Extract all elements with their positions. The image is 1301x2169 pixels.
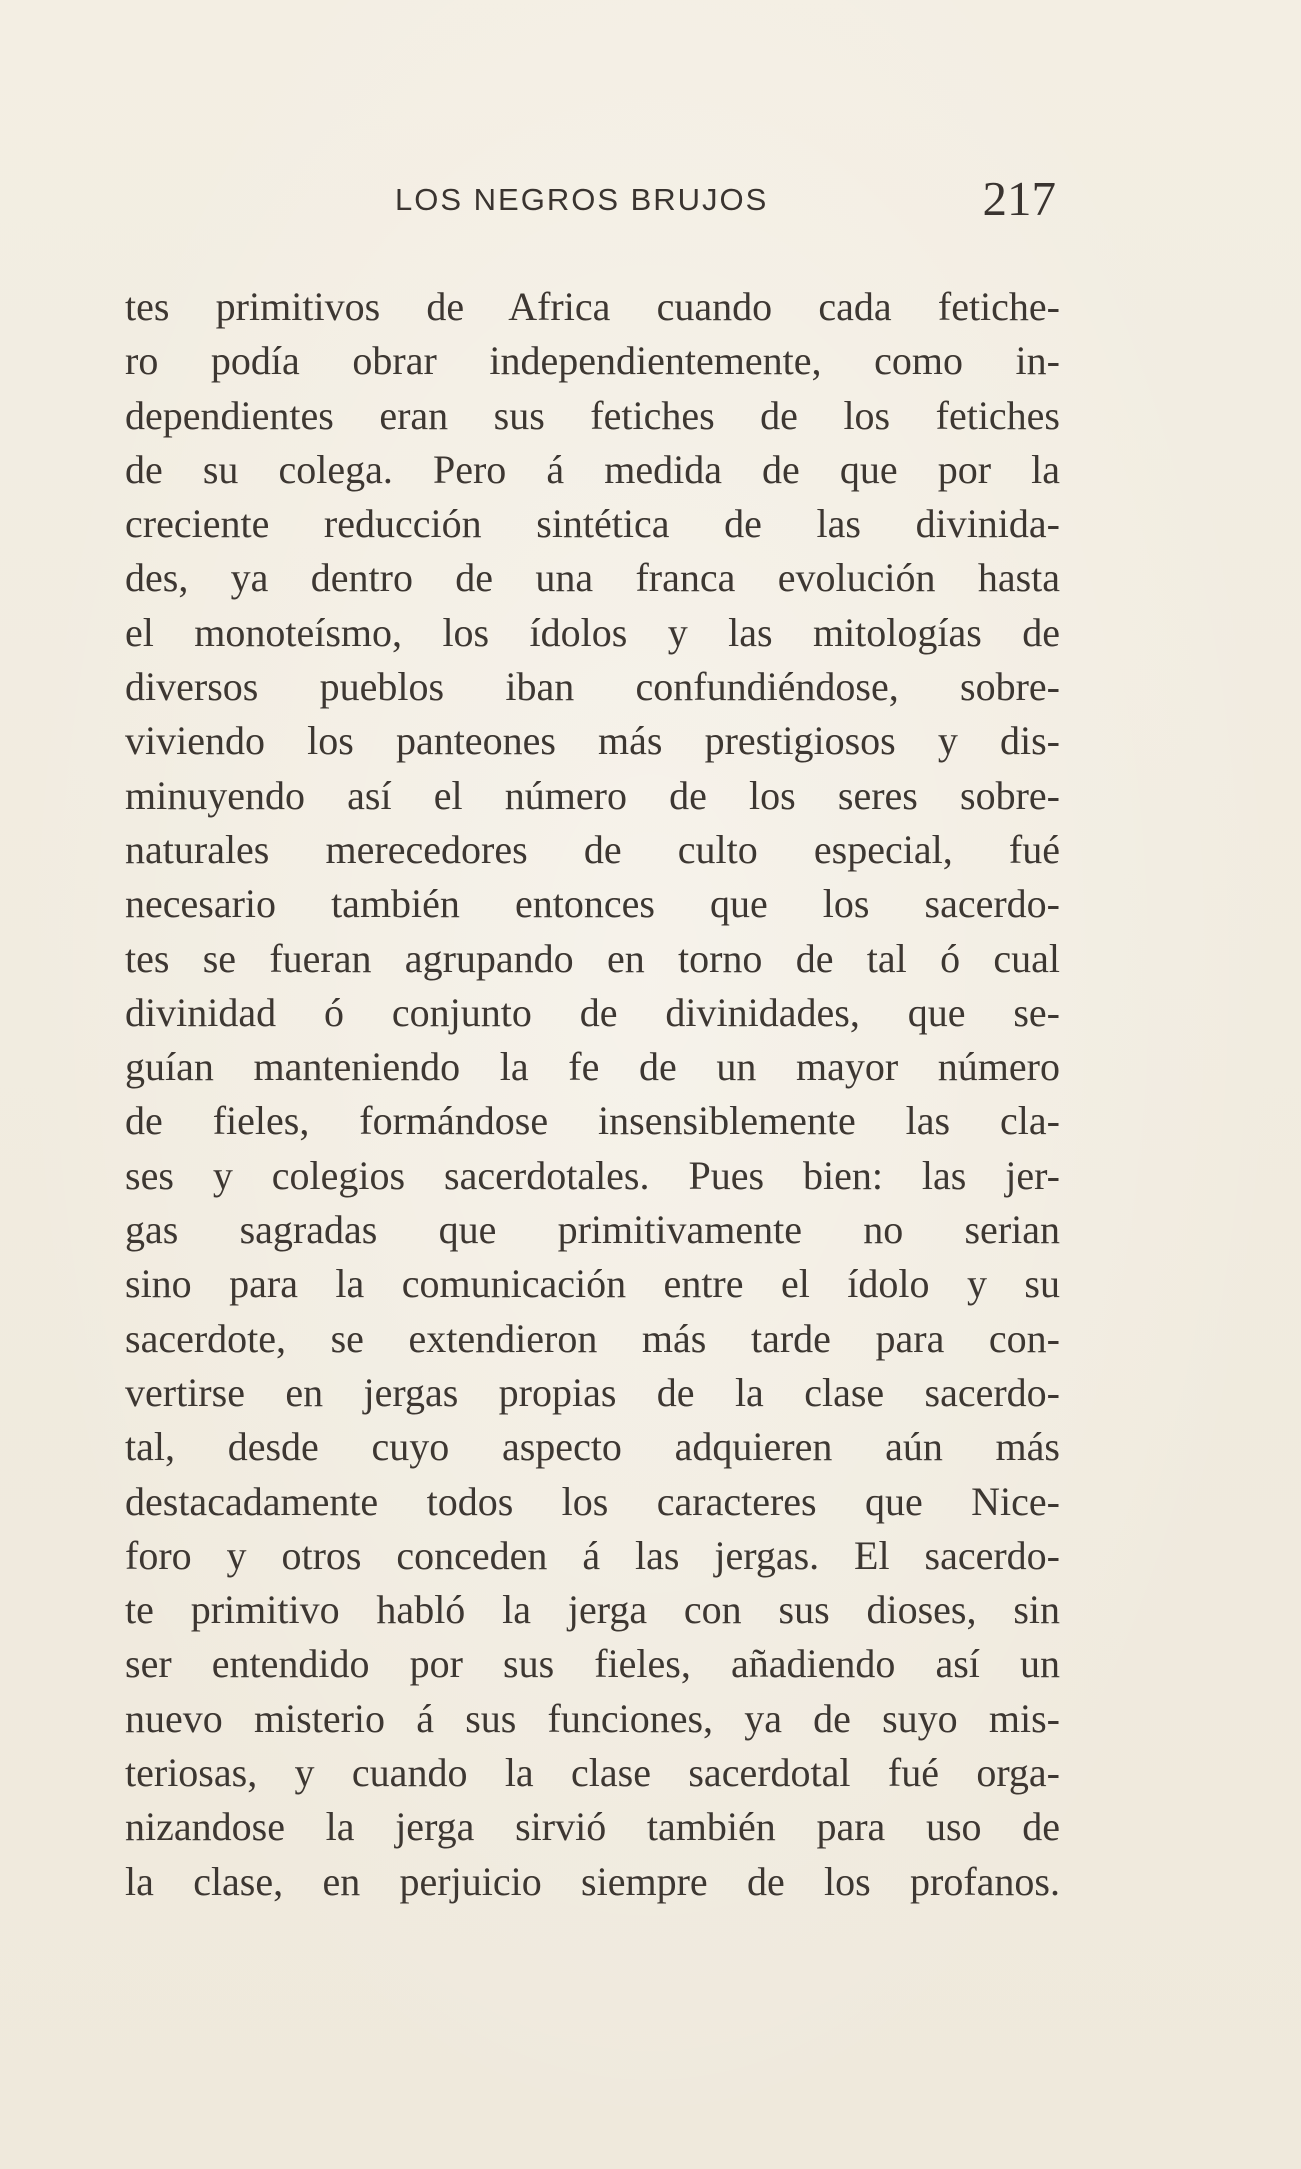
text-line: de su colega. Pero á medida de que por la [125, 446, 1060, 492]
text-line: des, ya dentro de una franca evolución hasta [125, 555, 1060, 601]
text-line: sino para la comunicación entre el ídolo y su [125, 1261, 1060, 1307]
text-line: destacadamente todos los caracteres que Nice- [125, 1478, 1060, 1524]
text-line: teriosas, y cuando la clase sacerdotal fué orga- [125, 1750, 1060, 1796]
text-line: dependientes eran sus fetiches de los fetiches [125, 392, 1060, 438]
text-line: guían manteniendo la fe de un mayor número [125, 1044, 1060, 1090]
text-line: vertirse en jergas propias de la clase sacerdo- [125, 1369, 1060, 1415]
text-line: creciente reducción sintética de las divinida- [125, 501, 1060, 547]
text-line: sacerdote, se extendieron más tarde para con- [125, 1315, 1060, 1361]
text-line: ro podía obrar independientemente, como in- [125, 338, 1060, 384]
page-number: 217 [982, 171, 1056, 226]
text-line: naturales merecedores de culto especial, fué [125, 826, 1060, 872]
text-line: tes primitivos de Africa cuando cada fetiche- [125, 284, 1060, 329]
text-line: divinidad ó conjunto de divinidades, que se- [125, 989, 1060, 1035]
text-line: tes se fueran agrupando en torno de tal ó cual [125, 935, 1060, 981]
text-line: gas sagradas que primitivamente no serian [125, 1207, 1060, 1253]
text-line: nizandose la jerga sirvió también para uso de [125, 1804, 1060, 1850]
text-line: viviendo los panteones más prestigiosos y dis- [125, 718, 1060, 764]
text-line: nuevo misterio á sus funciones, ya de suyo mis- [125, 1695, 1060, 1741]
text-line: diversos pueblos iban confundiéndose, sobre- [125, 664, 1060, 710]
text-line: minuyendo así el número de los seres sobre- [125, 772, 1060, 818]
running-title: LOS NEGROS BRUJOS [395, 182, 769, 217]
body-text [125, 280, 1060, 1909]
text-line: ser entendido por sus fieles, añadiendo así un [125, 1641, 1060, 1687]
text-line: tal, desde cuyo aspecto adquieren aún más [125, 1424, 1060, 1470]
text-line: foro y otros conceden á las jergas. El sacerdo- [125, 1532, 1060, 1578]
text-line: el monoteísmo, los ídolos y las mitologías de [125, 609, 1060, 655]
text-line: la clase, en perjuicio siempre de los profanos. [125, 1858, 1060, 1904]
text-line: te primitivo habló la jerga con sus dioses, sin [125, 1587, 1060, 1633]
text-line: necesario también entonces que los sacerdo- [125, 881, 1060, 927]
text-line: ses y colegios sacerdotales. Pues bien: las jer- [125, 1152, 1060, 1198]
text-line: de fieles, formándose insensiblemente las cla- [125, 1098, 1060, 1144]
